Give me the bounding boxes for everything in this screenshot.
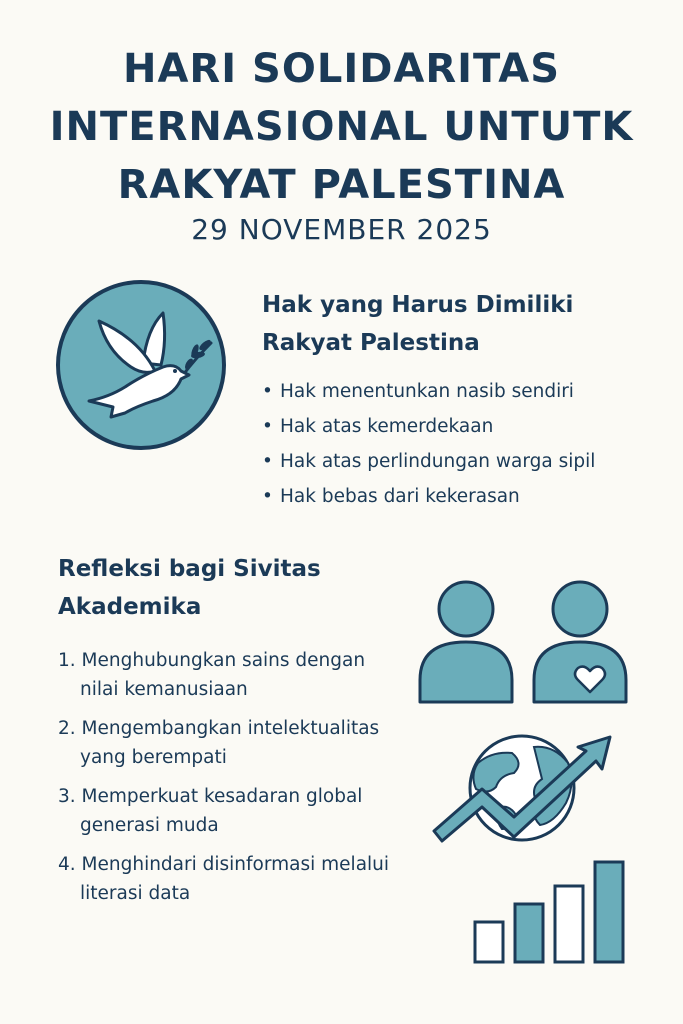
- reflection-heading-line-2: Akademika: [58, 594, 202, 620]
- title-line-1: HARI SOLIDARITAS: [122, 46, 560, 92]
- title-line-3: RAKYAT PALESTINA: [117, 162, 566, 208]
- rights-item: Hak menentunkan nasib sendiri: [280, 381, 574, 402]
- reflection-item-line-2: generasi muda: [80, 815, 219, 836]
- people-icon: [418, 580, 630, 704]
- reflection-item-line-2: nilai kemanusiaan: [80, 679, 248, 700]
- reflection-item-line-1: 2. Mengembangkan intelektualitas: [58, 718, 380, 739]
- list-item: [262, 487, 677, 506]
- event-date: 29 NOVEMBER 2025: [191, 213, 492, 246]
- reflection-item-line-1: 4. Menghindari disinformasi melalui: [58, 854, 390, 875]
- page-title: [0, 40, 683, 214]
- list-item: [262, 382, 677, 401]
- bullet: •: [262, 486, 273, 507]
- bar-chart-icon: [470, 858, 628, 966]
- reflection-item-line-1: 1. Menghubungkan sains dengan: [58, 650, 366, 671]
- reflection-heading-line-1: Refleksi bagi Sivitas: [58, 556, 321, 582]
- list-item: [58, 714, 428, 772]
- rights-section: [262, 286, 677, 522]
- list-item: [58, 850, 428, 908]
- dove-icon: [55, 279, 227, 451]
- rights-item: Hak atas kemerdekaan: [280, 416, 494, 437]
- list-item: [262, 452, 677, 471]
- reflection-item-line-2: yang berempati: [80, 747, 227, 768]
- reflection-section: [58, 550, 428, 918]
- bullet: •: [262, 381, 273, 402]
- bullet: •: [262, 451, 273, 472]
- reflection-item-line-1: 3. Memperkuat kesadaran global: [58, 786, 363, 807]
- globe-icon: [430, 733, 615, 848]
- reflection-item-line-2: literasi data: [80, 883, 191, 904]
- list-item: [58, 782, 428, 840]
- title-line-2: INTERNASIONAL UNTUTK: [49, 104, 634, 150]
- rights-heading-line-1: Hak yang Harus Dimiliki: [262, 292, 574, 318]
- rights-heading-line-2: Rakyat Palestina: [262, 330, 480, 356]
- rights-list: [262, 382, 677, 506]
- rights-heading: [262, 286, 677, 362]
- list-item: [58, 646, 428, 704]
- list-item: [262, 417, 677, 436]
- reflection-list: [58, 646, 428, 908]
- rights-item: Hak atas perlindungan warga sipil: [280, 451, 596, 472]
- reflection-heading: [58, 550, 428, 626]
- rights-item: Hak bebas dari kekerasan: [280, 486, 520, 507]
- bullet: •: [262, 416, 273, 437]
